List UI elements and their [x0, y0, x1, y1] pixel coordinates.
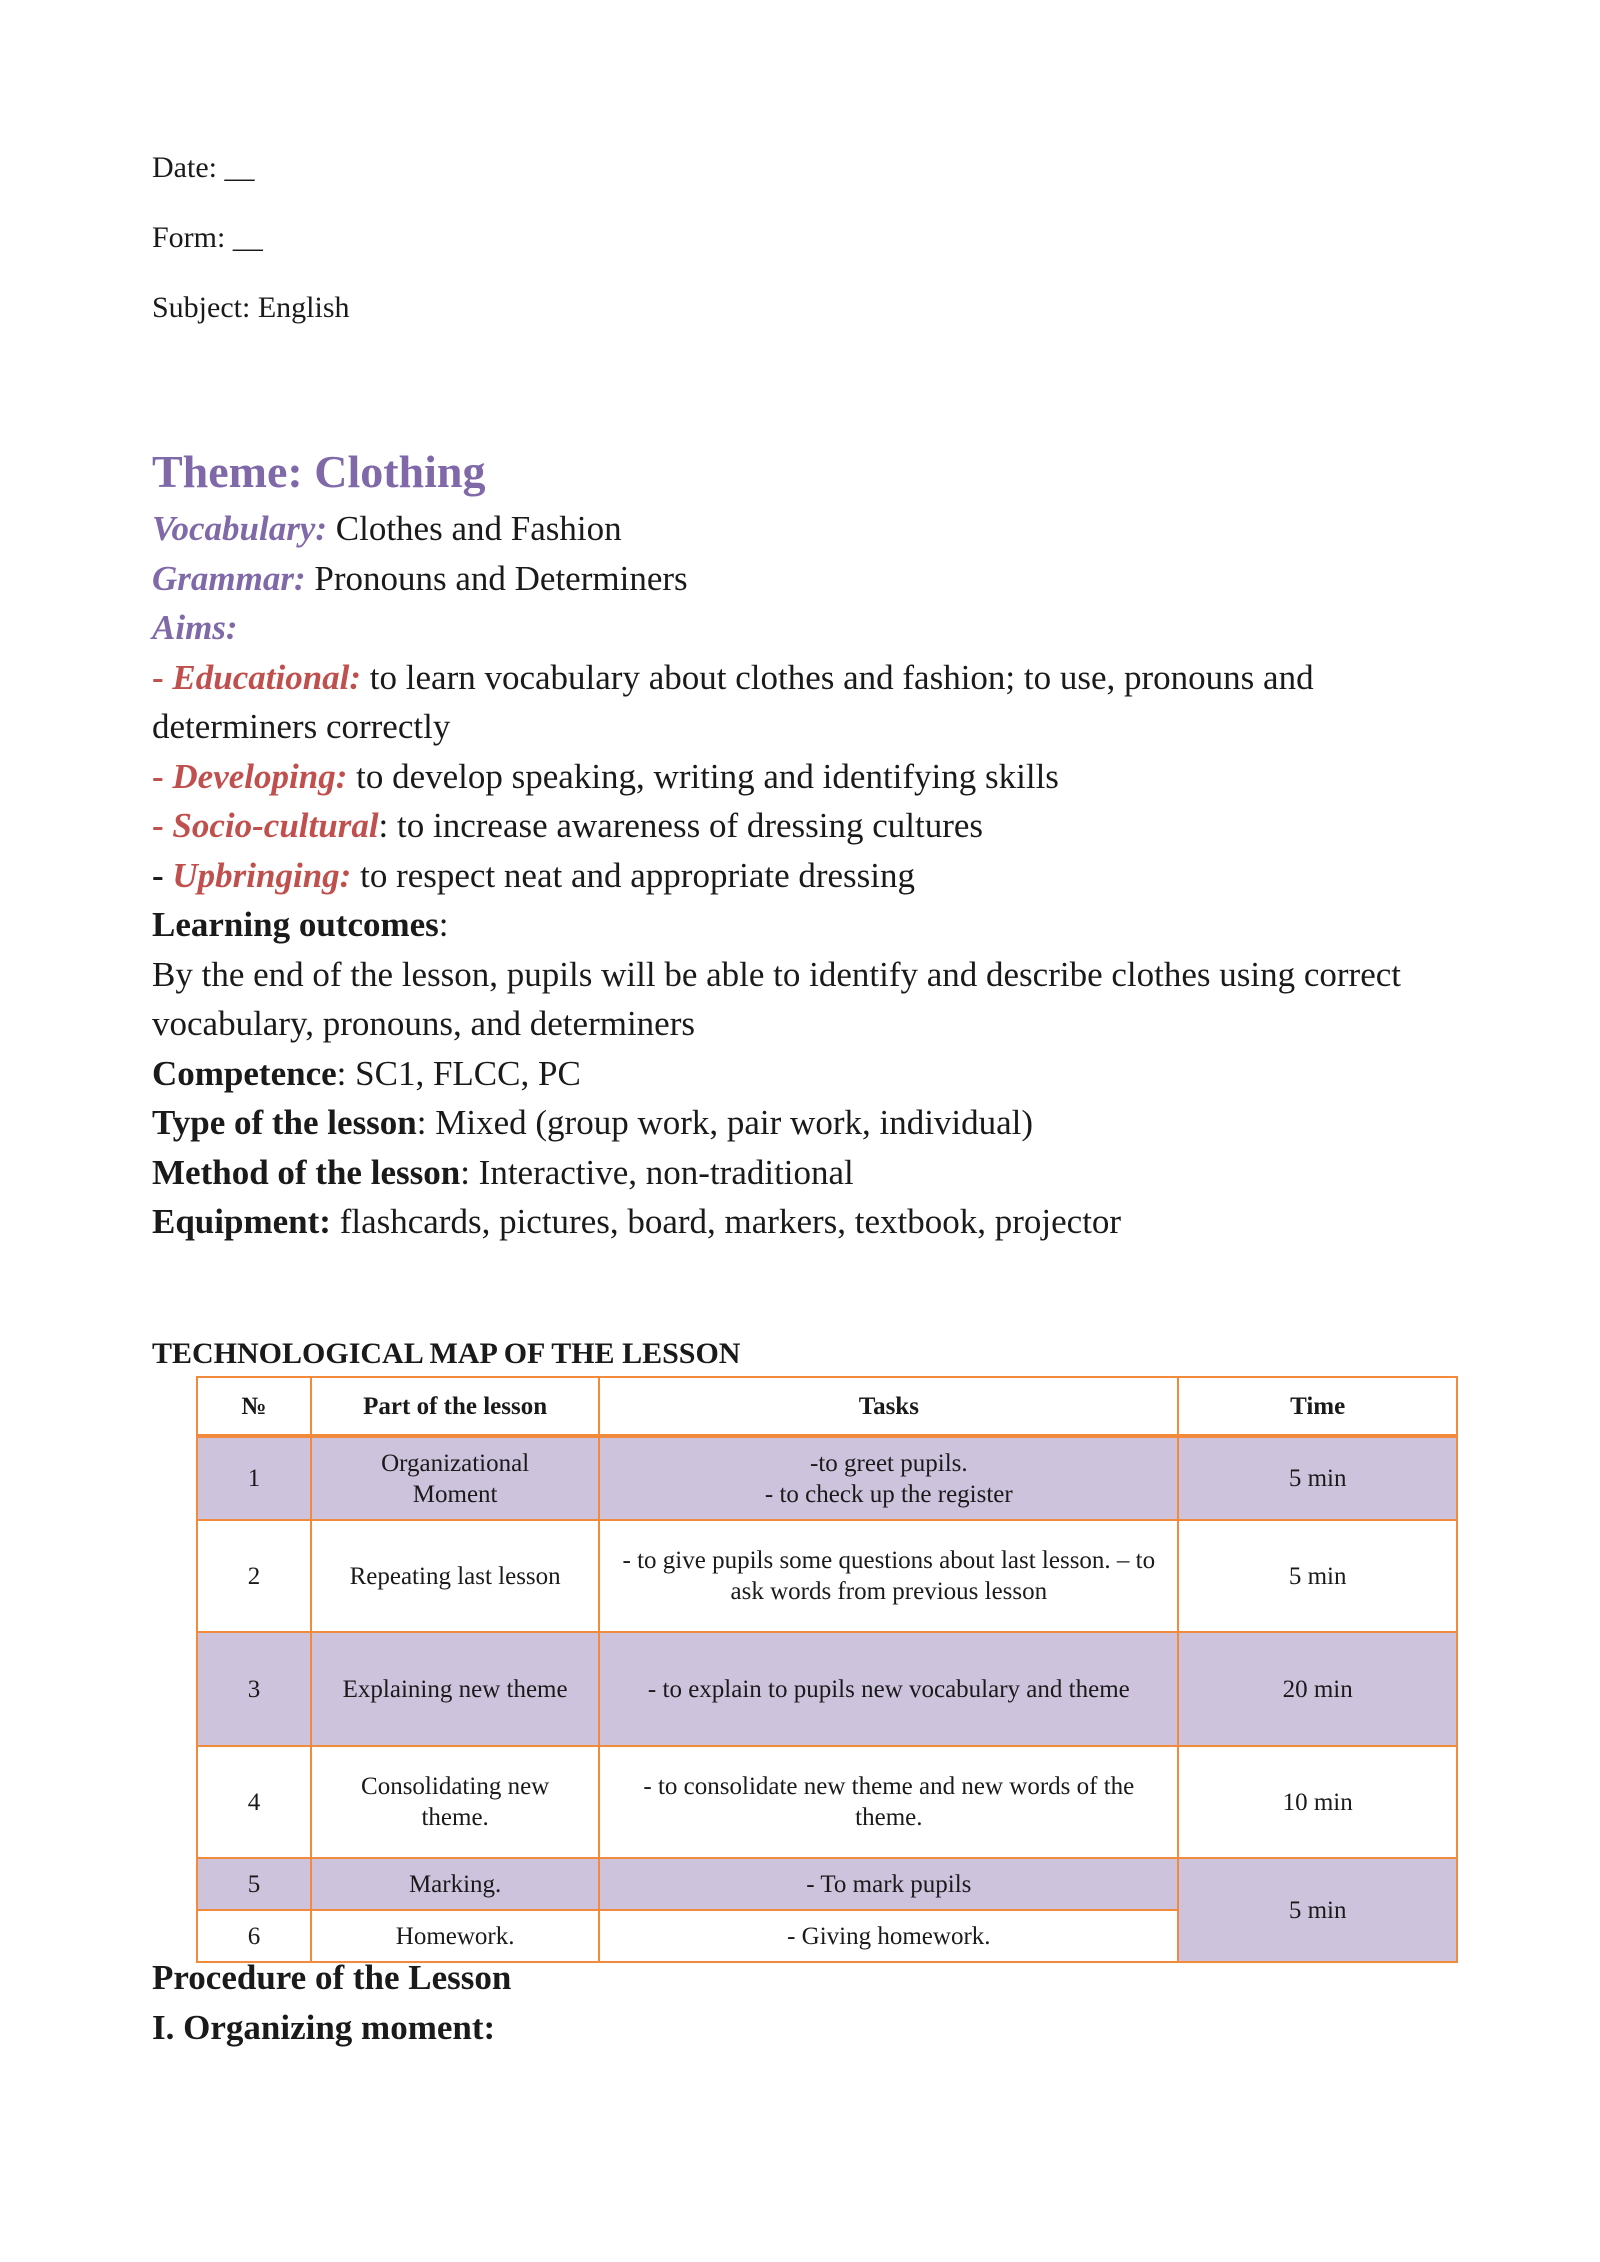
row-number: 4	[197, 1746, 311, 1858]
row-tasks: - to consolidate new theme and new words of the theme.	[599, 1746, 1178, 1858]
theme-title: Theme: Clothing	[152, 446, 486, 497]
educational-label: Educational:	[172, 657, 362, 697]
row-time: 20 min	[1178, 1632, 1457, 1746]
aim-dash: -	[152, 756, 173, 796]
outcomes-label: Learning outcomes	[152, 905, 439, 944]
lesson-type-value: : Mixed (group work, pair work, individual)	[416, 1103, 1034, 1142]
socio-cultural-label: Socio-cultural	[172, 806, 379, 845]
row-number: 6	[197, 1910, 311, 1962]
aim-dash: -	[152, 855, 173, 895]
vocabulary-label: Vocabulary:	[152, 509, 327, 548]
lesson-map-table	[196, 1376, 1458, 1963]
upbringing-value: to respect neat and appropriate dressing	[351, 855, 916, 895]
form-line: Form: __	[152, 221, 263, 254]
socio-cultural-value: : to increase awareness of dressing cultures	[378, 806, 984, 845]
row-number: 2	[197, 1520, 311, 1632]
vocabulary-line	[152, 504, 1472, 554]
row-part: Organizational Moment	[311, 1436, 599, 1520]
theme-block	[152, 440, 1472, 1247]
row-part: Homework.	[311, 1910, 599, 1962]
row-tasks: - Giving homework.	[599, 1910, 1178, 1962]
row-part: Explaining new theme	[311, 1632, 599, 1746]
aims-line	[152, 603, 1472, 653]
aim-dash: -	[152, 806, 173, 845]
header-part: Part of the lesson	[311, 1377, 599, 1436]
aim-dash: -	[152, 657, 173, 697]
header-tasks: Tasks	[599, 1377, 1178, 1436]
row-time: 10 min	[1178, 1746, 1457, 1858]
row-number: 1	[197, 1436, 311, 1520]
header-time: Time	[1178, 1377, 1457, 1436]
equipment-label: Equipment:	[152, 1202, 331, 1241]
row-tasks: -to greet pupils. - to check up the register	[599, 1436, 1178, 1520]
date-line: Date: __	[152, 151, 255, 184]
row-tasks: - To mark pupils	[599, 1858, 1178, 1910]
procedure-first-step: I. Organizing moment:	[152, 2008, 496, 2047]
competence-value: : SC1, FLCC, PC	[336, 1053, 581, 1093]
procedure-title: Procedure of the Lesson	[152, 1958, 512, 1997]
grammar-line	[152, 554, 1472, 604]
table-row	[197, 1520, 1457, 1632]
competence-label: Competence	[152, 1053, 337, 1093]
aims-label: Aims:	[152, 608, 238, 647]
table-row	[197, 1436, 1457, 1520]
aim-upbringing	[152, 851, 1472, 901]
row-part: Consolidating new theme.	[311, 1746, 599, 1858]
outcomes-text: By the end of the lesson, pupils will be able to identify and describe clothes using correct vocabulary, pronouns, and determiners	[152, 954, 1401, 1043]
table-row	[197, 1858, 1457, 1910]
method-value: : Interactive, non-traditional	[460, 1152, 854, 1192]
competence-line	[152, 1049, 1472, 1099]
row-part: Marking.	[311, 1858, 599, 1910]
subject-line: Subject: English	[152, 291, 350, 324]
outcomes-heading	[152, 900, 1472, 950]
row-tasks: - to give pupils some questions about last lesson. – to ask words from previous lesson	[599, 1520, 1178, 1632]
equipment-line	[152, 1197, 1472, 1247]
row-time: 5 min	[1178, 1436, 1457, 1520]
lesson-type-line	[152, 1098, 1472, 1148]
row-time: 5 min	[1178, 1520, 1457, 1632]
row-number: 3	[197, 1632, 311, 1746]
grammar-value: Pronouns and Determiners	[305, 558, 688, 598]
upbringing-label: Upbringing:	[172, 855, 352, 895]
aim-developing	[152, 752, 1472, 802]
grammar-label: Grammar:	[152, 558, 306, 598]
developing-label: Developing:	[172, 756, 348, 796]
equipment-value: flashcards, pictures, board, markers, textbook, projector	[330, 1202, 1122, 1241]
header-number: №	[197, 1377, 311, 1436]
row-tasks: - to explain to pupils new vocabulary and theme	[599, 1632, 1178, 1746]
table-header-row	[197, 1377, 1457, 1436]
map-title: TECHNOLOGICAL MAP OF THE LESSON	[152, 1337, 741, 1370]
aim-educational	[152, 653, 1472, 752]
vocabulary-value: Clothes and Fashion	[327, 509, 622, 548]
developing-value: to develop speaking, writing and identifying skills	[347, 756, 1059, 796]
method-line	[152, 1148, 1472, 1198]
row-part: Repeating last lesson	[311, 1520, 599, 1632]
outcomes-colon: :	[438, 905, 449, 944]
table-row	[197, 1746, 1457, 1858]
table-row	[197, 1632, 1457, 1746]
row-time-merged: 5 min	[1178, 1858, 1457, 1962]
aim-socio-cultural	[152, 801, 1472, 851]
lesson-type-label: Type of the lesson	[152, 1103, 417, 1142]
row-number: 5	[197, 1858, 311, 1910]
method-label: Method of the lesson	[152, 1152, 461, 1192]
educational-value: to learn vocabulary about clothes and fashion; to use, pronouns and determiners correctly	[152, 657, 1314, 746]
